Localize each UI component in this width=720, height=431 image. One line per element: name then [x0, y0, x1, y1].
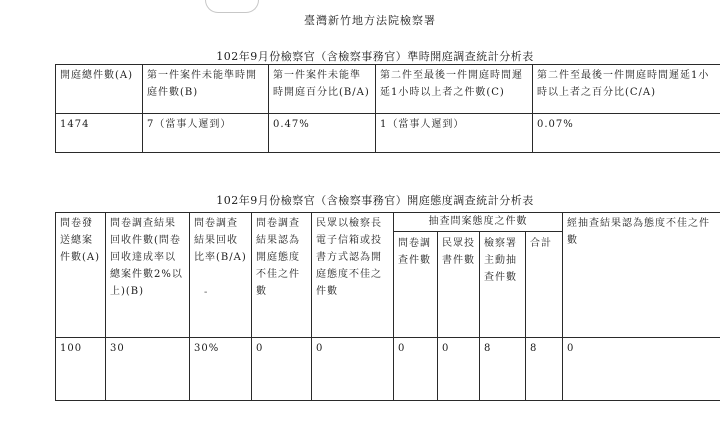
table1-title: 102年9月份檢察官（含檢察事務官）準時開庭調查統計分析表: [216, 50, 534, 63]
col-bad-attitude: 問卷調查結果認為開庭態度不佳之件數: [252, 213, 312, 338]
cell-collected: 30: [106, 338, 190, 401]
col-total-sessions: 開庭總件數(A): [56, 65, 143, 114]
cell-first-late-count: 7（當事人遲到）: [143, 114, 269, 153]
table2-group-row: [56, 213, 720, 232]
cell-total-sessions: 1474: [56, 114, 143, 153]
office-title: 臺灣新竹地方法院檢察署: [304, 14, 436, 27]
col-delay-pct: 第二件至最後一件開庭時間遲延1小時以上者之百分比(C/A): [533, 65, 720, 114]
cell-rate: 30%: [190, 338, 252, 401]
table-row: [56, 114, 720, 153]
col-email-complaint: 民眾以檢察長電子信箱或投書方式認為開庭態度不佳之件數: [312, 213, 394, 338]
col-return-rate: 問卷調查結果回收比率(B/A): [190, 213, 252, 338]
cell-first-late-pct: 0.47%: [269, 114, 376, 153]
col-delay-count: 第二件至最後一件開庭時間遲延1小時以上者之件數(C): [376, 65, 533, 114]
col-subtotal: 合計: [526, 232, 563, 338]
table1-header-row: [56, 65, 720, 114]
cell-active-check: 8: [480, 338, 526, 401]
col-group-inspection: 抽查問案態度之件數: [394, 213, 563, 232]
cell-letter-count: 0: [438, 338, 480, 401]
col-active-check: 檢察署主動抽查件數: [480, 232, 526, 338]
cell-email-complaint: 0: [312, 338, 394, 401]
cell-survey-count: 0: [394, 338, 438, 401]
col-survey-count: 問卷調查件數: [394, 232, 438, 338]
col-result: 經抽查結果認為態度不佳之件數: [563, 213, 720, 338]
attitude-table: [55, 212, 720, 401]
cell-sent: 100: [56, 338, 106, 401]
cell-bad-attitude: 0: [252, 338, 312, 401]
col-sent-cases: 問卷發送總案件數(A): [56, 213, 106, 338]
col-first-late-count: 第一件案件未能準時開庭件數(B): [143, 65, 269, 114]
cell-result: 0: [563, 338, 720, 401]
col-letter-count: 民眾投書件數: [438, 232, 480, 338]
col-first-late-pct: 第一件案件未能準時開庭百分比(B/A): [269, 65, 376, 114]
cell-subtotal: 8: [526, 338, 563, 401]
col-collected: 問卷調查結果回收件數(問卷回收達成率以總案件數2%以上)(B): [106, 213, 190, 338]
stray-mark: -: [204, 287, 208, 298]
cell-delay-count: 1（當事人遲到）: [376, 114, 533, 153]
table-row: [56, 338, 720, 401]
punctuality-table: [55, 64, 720, 153]
cell-delay-pct: 0.07%: [533, 114, 720, 153]
table2-title: 102年9月份檢察官（含檢察事務官）開庭態度調查統計分析表: [216, 194, 534, 207]
